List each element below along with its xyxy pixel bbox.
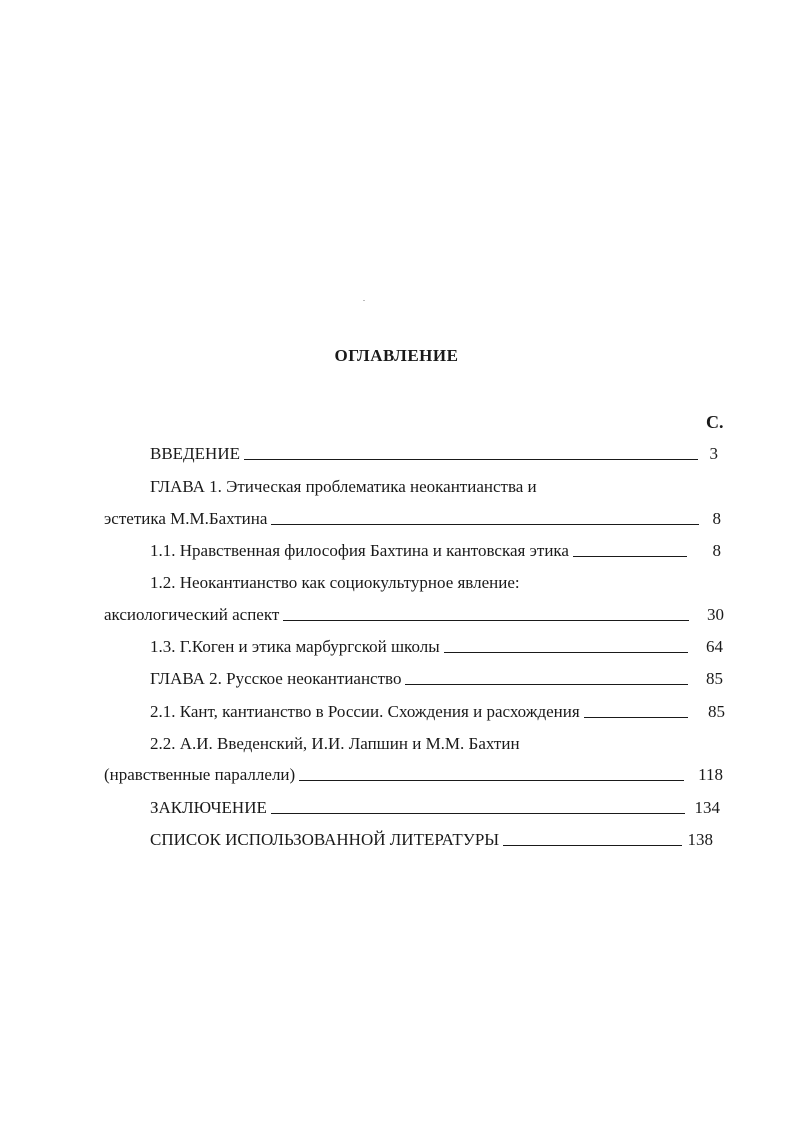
toc-entry-chapter2 [150,669,723,689]
toc-entry-page: 85 [706,669,723,688]
toc-entry-page: 85 [708,702,725,721]
toc-entry-page: 134 [694,798,720,817]
toc-entry-page: 3 [709,444,718,463]
toc-entry-section-1-1 [150,541,721,561]
toc-entry-text: 1.3. Г.Коген и этика марбургской школы [150,637,440,656]
toc-entry-section-2-1 [150,702,725,722]
scan-speck [363,300,365,301]
toc-entry-bibliography [150,830,713,850]
toc-leader-line [244,458,698,460]
toc-entry-page: 138 [687,830,713,849]
toc-leader-line [271,523,698,525]
toc-entry-page: 8 [712,541,721,560]
page-title: ОГЛАВЛЕНИЕ [334,346,459,365]
toc-leader-line [299,779,684,781]
toc-entry-chapter1-line1: ГЛАВА 1. Этическая проблематика неокантианства и [150,477,537,496]
toc-entry-text: ГЛАВА 2. Русское неокантианство [150,669,402,688]
toc-entry-chapter1 [104,509,721,529]
toc-entry-text: 2.1. Кант, кантианство в России. Схождения и расхождения [150,702,580,721]
toc-entry-text: ЗАКЛЮЧЕНИЕ [150,798,267,817]
toc-entry-text: аксиологический аспект [104,605,280,624]
toc-entry-text: (нравственные параллели) [104,765,296,784]
toc-entry-text: СПИСОК ИСПОЛЬЗОВАННОЙ ЛИТЕРАТУРЫ [150,830,500,849]
toc-entry-introduction [150,444,718,464]
toc-entry-page: 118 [698,765,723,784]
toc-leader-line [503,844,681,846]
toc-entry-section-2-2-line1: 2.2. А.И. Введенский, И.И. Лапшин и М.М. Бахтин [150,734,520,753]
toc-entry-conclusion [150,798,720,818]
toc-entry-section-1-2-line1: 1.2. Неокантианство как социокультурное явление: [150,573,520,592]
toc-entry-page: 8 [712,509,721,528]
toc-leader-line [283,619,689,621]
page-column-label: С. [706,412,724,432]
toc-leader-line [573,555,687,557]
toc-entry-section-1-3 [150,637,723,657]
toc-leader-line [405,683,688,685]
toc-entry-page: 64 [706,637,723,656]
toc-entry-text: ВВЕДЕНИЕ [150,444,240,463]
toc-leader-line [271,812,685,814]
toc-entry-section-1-2 [104,605,724,625]
toc-entry-text: 1.1. Нравственная философия Бахтина и кантовская этика [150,541,569,560]
toc-leader-line [584,716,688,718]
toc-entry-section-2-2 [104,765,723,785]
toc-leader-line [444,651,688,653]
toc-entry-text: эстетика М.М.Бахтина [104,509,268,528]
toc-entry-page: 30 [707,605,724,624]
